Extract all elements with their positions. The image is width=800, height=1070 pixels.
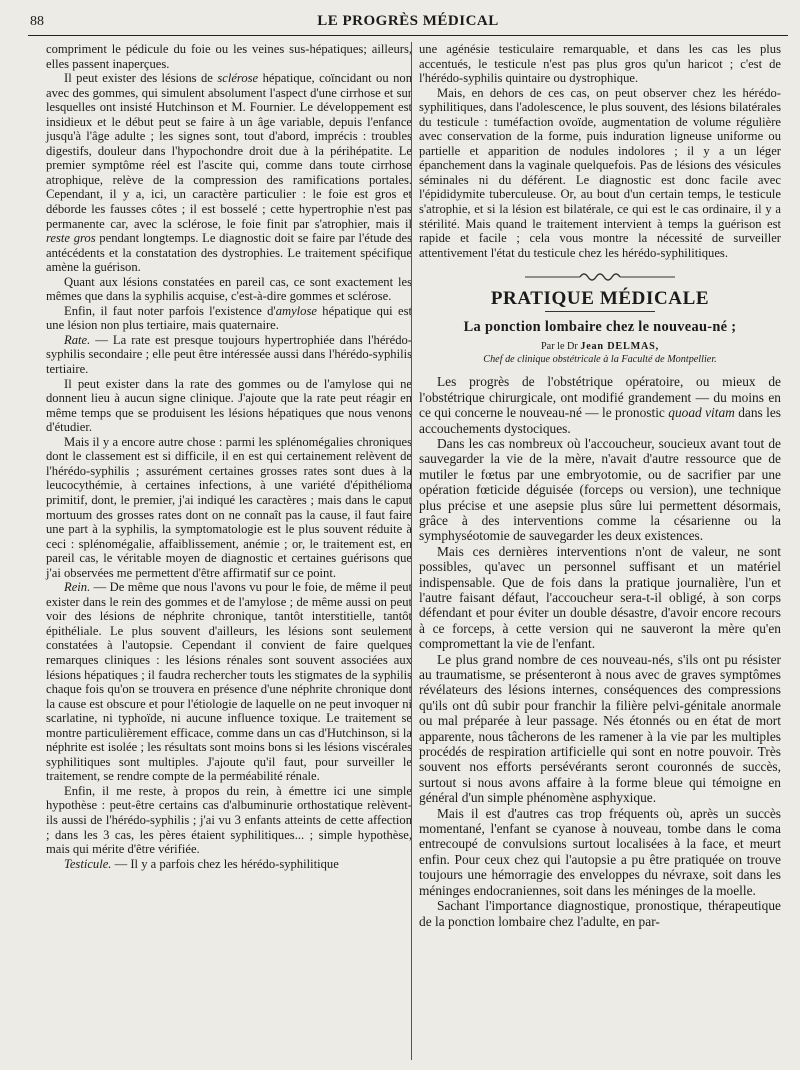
text-run: Il peut exister des lésions de (64, 71, 218, 86)
journal-title: LE PROGRÈS MÉDICAL (317, 13, 499, 29)
text-run: — De même que nous l'avons vu pour le foie, de même il peut exister dans le rein des gommes et de l'amylose ; de même aussi on peut voir des lésions de néphrite chronique, tantôt interstitielle, tantôt épithéliale. Le plus souvent d'ailleurs, les lésions sont seulement constatées à l'autopsie. Cependant il convient de faire quelques remarques cliniques : les lésions rénales sont souvent associées aux lésions hépatiques ; il faudra rechercher touts les stigmates de la syphilis chaque fois qu'on se trouvera en présence d'une néphrite chronique dont la cause est obscure et pour l'étiologie de laquelle on ne peut invoquer ni scarlatine, ni typhoïde, ni aucune influence toxique. Le traitement se montre particulièrement efficace, comme dans un cas d'Hutchinson, si la néphrite est isolée ; les résultats sont moins bons si les lésions viscérales syphilitiques sont multiples. J'ajoute qu'il faut, pour surveiller le traitement, se rendre compte de la perméabilité rénale. (46, 580, 412, 784)
paragraph: Mais, en dehors de ces cas, on peut observer chez les hérédo-syphilitiques, dans l'adolescence, le plus souvent, des lésions bilatérales du testicule : tuméfaction ovoïde, augmentation de volume régulière avec conservation de la forme, puis induration ligneuse uniforme ou partielle et apparition de nodules indolores ; il y a un léger épanchement dans la vaginale quelquefois. Pas de lésions des vésicules séminales ni du déférent. Le diagnostic est donc facile avec l'épididymite tuberculeuse. Or, au bout d'un certain temps, le testicule s'atrophie, et si la lésion est bilatérale, ce qui est le cas ordinaire, il y a stérilité. Mais quand le traitement intervient à temps la guérison est rapide et facile ; cela vous montre la nécessité de surveiller attentivement l'état du testicule chez les hérédo-syphilitiques. (419, 85, 781, 260)
section-title: PRATIQUE MÉDICALE (490, 288, 710, 310)
author-affiliation: Chef de clinique obstétricale à la Faculté de Montpellier. (483, 353, 717, 365)
text-run: — Il y a parfois chez les hérédo-syphilitique (111, 856, 339, 871)
header-rule (28, 35, 788, 36)
text-run: hépatique qui est une lésion non plus tertiaire, mais quaternaire. (46, 303, 412, 333)
paragraph-testicule (46, 857, 412, 872)
paragraph: Le plus grand nombre de ces nouveau-nés, s'ils ont pu résister au traumatisme, se présenteront à nous avec de graves symptômes révélateurs des lésions internes, conséquences des compressions qu'ils ont dû subir pour franchir la filière pelvi-génitale anormale ou mal préparée à leur passage. Nés étonnés ou en état de mort apparente, nous tâcherons de les ramener à la vie par les multiples procédés de respiration artificielle qui sont en notre pouvoir. Très souvent nos efforts persévérants seront couronnés de succès, surtout si nous avons affaire à la forme bleue qui témoigne en général d'un simple phénomène asphyxique. (419, 651, 781, 806)
paragraph: une agénésie testiculaire remarquable, et dans les cas les plus accentués, le testicule n'est pas plus gros qu'un haricot ; c'est de l'hérédo-syphilis quintaire ou dystrophique. (419, 42, 781, 86)
page-number: 88 (30, 14, 44, 29)
column-divider (411, 42, 412, 1060)
paragraph: Quant aux lésions constatées en pareil cas, ce sont exactement les mêmes que dans la syphilis acquise, c'est-à-dire gommes et sclérose. (46, 274, 412, 304)
text-run: Enfin, il faut noter parfois l'existence d' (64, 303, 276, 318)
paragraph: Sachant l'importance diagnostique, pronostique, thérapeutique de la ponction lombaire chez l'adulte, en par- (419, 898, 781, 929)
paragraph-rein (46, 580, 412, 784)
subsection-label: Rein. (64, 580, 91, 595)
text-run: hépatique, coïncidant ou non avec des gommes, qui simulent absolument l'aspect d'une cirrhose et sur lesquelles ont insisté Hutchinson et M. Fournier. Le développement est insidieux et le début peut se faire à un âge variable, depuis l'enfance jusqu'à l'âge adulte ; les signes sont, tout d'abord, imprécis : troubles digestifs, douleur dans l'hypochondre droit due à la périhépatite. Le premier symptôme réel est l'ascite qui, comme dans toute cirrhose atrophique, relève de la compression des ramifications portales. Cependant, il y a, ici, un caractère particulier : le foie est gros et déborde les fausses côtes ; il est bosselé ; cette hypertrophie n'est pas permanente car, avec la sclérose, le foie finit par s'atrophier, mais il (46, 71, 412, 231)
paragraph: Mais il est d'autres cas trop fréquents où, après un succès momentané, l'enfant se cyanose à nouveau, tombe dans le coma entrecoupé de convulsions surtout localisées à la face, et meurt enfin. Pour ceux chez qui l'autopsie a pu être pratiquée on trouve toujours une hémorragie des enveloppes du névraxe, soit dans les méninges endocraniennes, soit dans les méninges de la moelle. (419, 805, 781, 898)
paragraph: Mais il y a encore autre chose : parmi les splénomégalies chroniques dont le classement est si difficile, il en est qui certainement relèvent de l'hérédo-syphilis ; assurément certaines grosses rates sont dues à la leucocythémie, à certaines infections, à une variété d'épithélioma primitif, dont, le premier, j'ai indiqué les caractères ; mais dans le caput mortuum des grosses rates dont on ne connaît pas la cause, il faut faire une part à la syphilis, la symptomatologie est le plus souvent réduite à ceci : splénomégalie, affaiblissement, anémie ; or, le traitement est, en pareil cas, le véritable moyen de diagnostic et certaines guérisons que j'ai observées me permettent d'être affirmatif sur ce point. (46, 434, 412, 580)
paragraph (419, 374, 781, 436)
paragraph-amylose (46, 304, 412, 333)
text-run: quoad vitam (668, 405, 735, 421)
text-run: sclérose (217, 71, 259, 86)
subsection-label: Testicule. (64, 856, 112, 871)
paragraph: Mais ces dernières interventions n'ont de valeur, ne sont possibles, qu'avec un personnel suffisant et un matériel indispensable. Que de fois dans la pratique journalière, l'un et l'autre faisant défaut, l'accoucheur sera-t-il obligé, à son corps défendant et pour éviter un double désastre, d'avoir encore recours à ce forceps, à cette version qui ne sauveront la mère qu'en compromettant la vie de l'enfant. (419, 543, 781, 652)
text-run: amylose (275, 303, 317, 318)
subsection-label: Rate. (64, 332, 91, 347)
author-byline (419, 341, 781, 354)
text-run: dans les accouchements dystociques. (419, 405, 781, 436)
text-run: — La rate est presque toujours hypertrophiée dans l'hérédo-syphilis secondaire ; elle peut être intéressée aussi dans l'hérédo-syphilis tertiaire. (46, 332, 412, 377)
paragraph: Dans les cas nombreux où l'accoucheur, soucieux avant tout de sauvegarder la vie de la mère, n'avait d'autre ressource que de mutiler le fœtus par une embryotomie, ou de sacrifier par une opération fœticide déguisée (forceps ou version), une technique plus précise et une asepsie plus sûre lui permettent désormais, grâce à des interventions comme la césarienne ou la symphyséotomie de sauvegarder les deux existences. (419, 435, 781, 544)
article-body (419, 374, 781, 929)
article-title: La ponction lombaire chez le nouveau-né ; (463, 318, 737, 335)
paragraph-rate (46, 333, 412, 377)
text-run: pendant longtemps. Le diagnostic doit se faire par l'étude des antécédents et la constatation des dystrophies. Le traitement spécifique amène la guérison. (46, 231, 412, 275)
left-column (46, 42, 412, 871)
paragraph: compriment le pédicule du foie ou les veines sus-hépatiques; ailleurs, elles passent inaperçues. (46, 42, 412, 71)
paragraph-sclerose (46, 71, 412, 275)
paragraph: Enfin, il me reste, à propos du rein, à émettre ici une simple hypothèse : peut-être certains cas d'albuminurie orthostatique relèvent-ils aussi de l'hérédo-syphilis ; j'ai vu 3 enfants atteints de cette affection ; dans les 3 cas, les pères étaient syphilitiques... ; simple hypothèse, mais qui mérite d'être vérifiée. (46, 783, 412, 857)
right-column (419, 42, 781, 929)
text-run: Par le Dr (541, 341, 581, 353)
author-name: Jean DELMAS, (580, 341, 659, 353)
text-run: Les progrès de l'obstétrique opératoire, ou mieux de l'obstétrique chirurgicale, ont modifié grandement — du moins en ce qui concerne le nouveau-né — le pronostic (419, 374, 781, 421)
paragraph: Il peut exister dans la rate des gommes ou de l'amylose qui ne donnent lieu à aucun signe clinique. J'ajoute que la rate peut réagir en même temps que se produisent les lésions hépatiques que nous venons d'étudier. (46, 376, 412, 435)
title-rule (545, 311, 655, 312)
ornament-divider (419, 270, 781, 286)
running-head (28, 10, 788, 36)
text-run: reste gros (46, 231, 96, 246)
